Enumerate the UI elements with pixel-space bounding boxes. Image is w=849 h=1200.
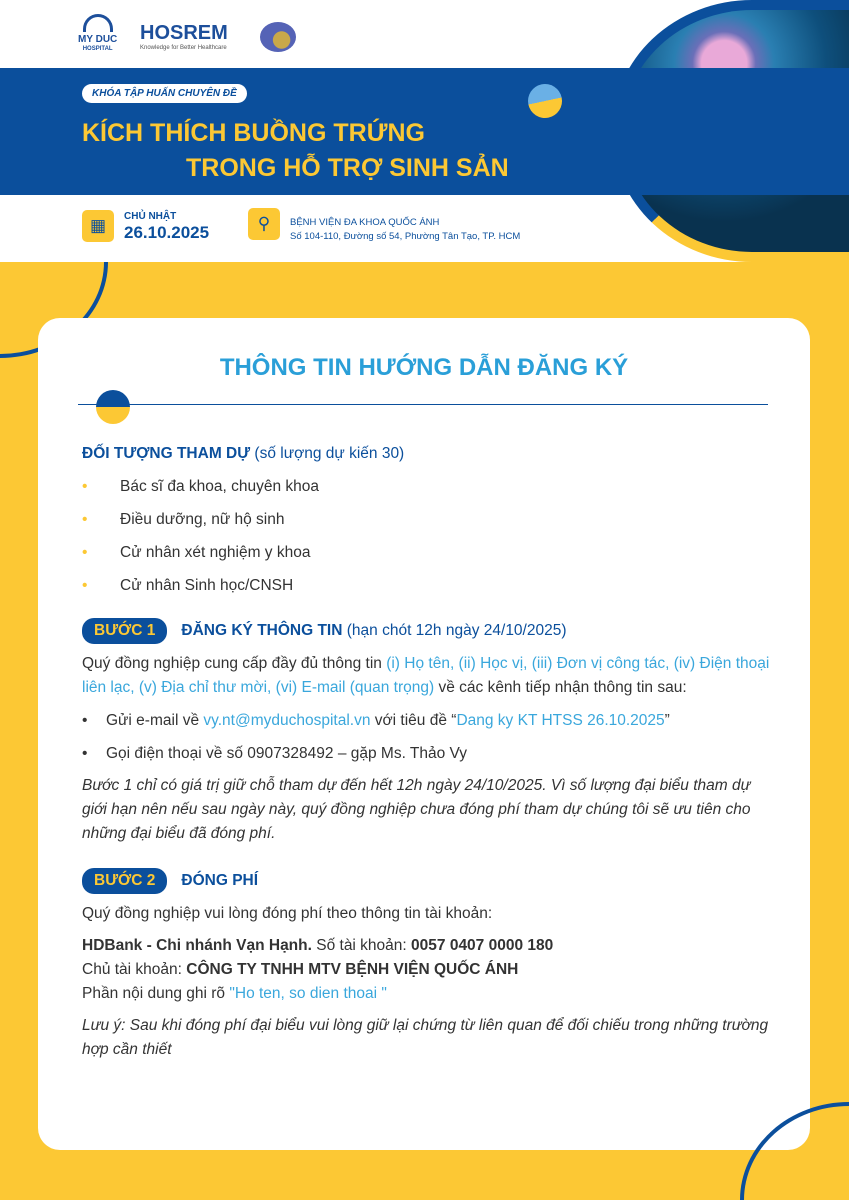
calendar-icon: ▦ xyxy=(82,210,114,242)
logo-text: HOSREM xyxy=(140,22,228,44)
list-item: • Gọi điện thoại về số 0907328492 – gặp Ms. Thảo Vy xyxy=(82,742,772,766)
list-item: • Cử nhân Sinh học/CNSH xyxy=(82,574,772,598)
half-circle-decoration xyxy=(96,390,130,424)
card-title: THÔNG TIN HƯỚNG DẪN ĐĂNG KÝ xyxy=(219,354,629,381)
course-tag: KHÓA TẬP HUẤN CHUYÊN ĐỀ xyxy=(82,84,247,103)
title-line-2: TRONG HỖ TRỢ SINH SẢN xyxy=(186,154,509,182)
text: về các kênh tiếp nhận thông tin sau: xyxy=(434,679,687,696)
venue-address: Số 104-110, Đường số 54, Phường Tân Tạo, TP. HCM xyxy=(290,231,521,242)
text: Chủ tài khoản: xyxy=(82,961,187,978)
step-badge: BƯỚC 2 xyxy=(82,868,167,894)
people-icon xyxy=(83,14,113,32)
text: với tiêu đề “ xyxy=(370,712,457,729)
transfer-content: "Ho ten, so dien thoai " xyxy=(229,985,387,1002)
step-1-note: Bước 1 chỉ có giá trị giữ chỗ tham dự đến hết 12h ngày 24/10/2025. Vì số lượng đại biểu tham dự giới hạn nên nếu sau ngày này, quý đồng nghiệp chưa đóng phí tham dự chúng tôi sẽ ưu tiên cho những đại biểu đã đóng phí. xyxy=(82,777,751,842)
audience-label: ĐỐI TƯỢNG THAM DỰ xyxy=(82,445,251,462)
text: Phần nội dung ghi rõ xyxy=(82,985,230,1002)
step-title: ĐÓNG PHÍ xyxy=(181,872,259,889)
header-banner xyxy=(0,0,849,262)
bank-name: HDBank - Chi nhánh Vạn Hạnh. xyxy=(82,937,312,954)
audience-list xyxy=(82,475,772,598)
divider xyxy=(78,404,768,405)
step-badge: BƯỚC 1 xyxy=(82,618,167,644)
account-holder: CÔNG TY TNHH MTV BỆNH VIỆN QUỐC ÁNH xyxy=(186,961,519,978)
logo-text: MY DUC xyxy=(78,34,118,45)
step-title: ĐĂNG KÝ THÔNG TIN xyxy=(181,622,343,639)
email-subject: Dang ky KT HTSS 26.10.2025 xyxy=(456,712,665,729)
text: ” xyxy=(664,712,670,729)
required-fields: (i) Họ tên, (ii) Học vị, (iii) Đơn vị công tác, (iv) Điện thoại liên lạc, (v) Địa chỉ thư mời, (vi) E-mail (quan trọng) xyxy=(82,655,770,696)
logo-subtext: HOSPITAL xyxy=(82,46,113,52)
event-date: 26.10.2025 xyxy=(124,223,210,242)
event-day: CHỦ NHẬT xyxy=(124,211,177,222)
step-2-note: Lưu ý: Sau khi đóng phí đại biểu vui lòng giữ lại chứng từ liên quan để đối chiếu trong những trường hợp cần thiết xyxy=(82,1017,769,1058)
text: Gửi e-mail về xyxy=(106,712,204,729)
venue-name: BỆNH VIỆN ĐA KHOA QUỐC ÁNH xyxy=(290,217,440,228)
my-duc-logo xyxy=(78,14,117,53)
list-item: • Bác sĩ đa khoa, chuyên khoa xyxy=(82,475,772,499)
title-line-1: KÍCH THÍCH BUỒNG TRỨNG xyxy=(82,119,425,147)
step-deadline: (hạn chót 12h ngày 24/10/2025) xyxy=(346,622,567,639)
association-logo xyxy=(260,22,296,52)
registration-card xyxy=(38,318,810,1150)
list-item: • Điều dưỡng, nữ hộ sinh xyxy=(82,508,772,532)
step-2-heading xyxy=(82,868,772,894)
bank-info xyxy=(82,934,772,1006)
step-1-intro xyxy=(82,652,772,700)
text: Quý đồng nghiệp cung cấp đầy đủ thông tin xyxy=(82,655,387,672)
list-item: • Cử nhân xét nghiệm y khoa xyxy=(82,541,772,565)
audience-note: (số lượng dự kiến 30) xyxy=(254,445,405,462)
list-item xyxy=(82,709,772,733)
audience-heading xyxy=(82,442,772,466)
step-1-heading xyxy=(82,618,772,644)
account-number: 0057 0407 0000 180 xyxy=(411,937,554,954)
contact-list xyxy=(82,709,772,766)
step-2-intro: Quý đồng nghiệp vui lòng đóng phí theo thông tin tài khoản: xyxy=(82,905,493,922)
email-link[interactable]: vy.nt@myduchospital.vn xyxy=(203,712,371,729)
text: Số tài khoản: xyxy=(311,937,412,954)
logo-tagline: Knowledge for Better Healthcare xyxy=(140,45,227,51)
hosrem-logo xyxy=(140,22,228,52)
location-pin-icon: ⚲ xyxy=(248,208,280,240)
